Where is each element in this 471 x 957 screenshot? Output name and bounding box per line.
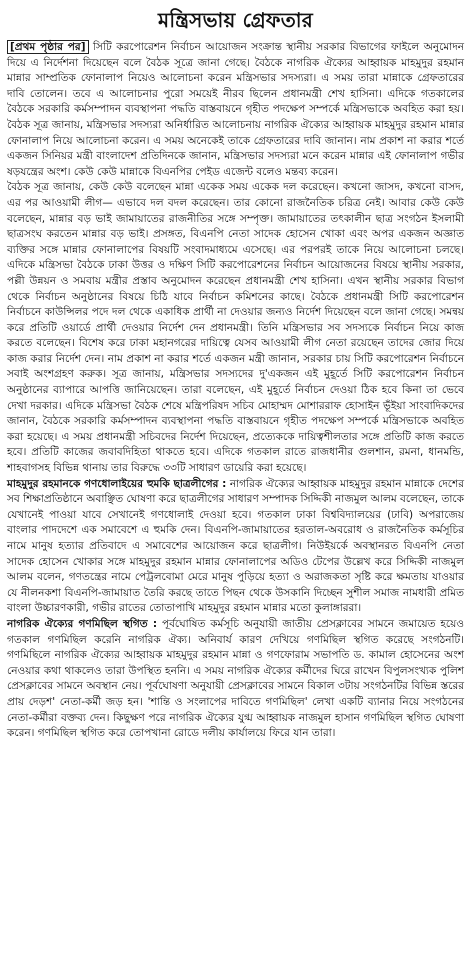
article-headline: মন্ত্রিসভায় গ্রেফতার — [158, 8, 313, 32]
paragraph-2-text: বৈঠক সূত্র জানায়, কেউ কেউ বলেছেন মান্না একেক সময় একেক দল করেছেন। কখনো জাসদ, কখনো বাসদ, এর পর আওয়ামী লীগ— এভাবে দল বদল করেছেন। তার কোনো রাজনৈতিক চরিত্র নেই। আবার কেউ কেউ বলেছেন, মান্নার বড় ভাই জামায়াতের রাজনীতির সঙ্গে সম্পৃক্ত। জামায়াতের তৎকালীন ছাত্র সংগঠন ইসলামী ছাত্রসংঘ করতেন মান্নার বড় ভাই। প্রসঙ্গত, বিএনপি নেতা সাদেক হোসেন খোকা এবং অপর একজন অজ্ঞাত ব্যক্তির সঙ্গে মান্নার ফোনালাপের বিষয়টি সংবাদমাধ্যমে এসেছে। এর পরপরই তাকে নিয়ে আলোচনা চলছে। এদিকে মন্ত্রিসভা বৈঠকে ঢাকা উত্তর ও দক্ষিণ সিটি করপোরেশনের নির্বাচন আয়োজনের বিষয়ে স্থানীয় সরকার, পল্লী উন্নয়ন ও সমবায় মন্ত্রীর প্রস্তাব অনুমোদন করেছেন প্রধানমন্ত্রী শেখ হাসিনা। এখন স্থানীয় সরকার বিভাগ থেকে নির্বাচন অনুষ্ঠানের বিষয়ে চিঠি যাবে নির্বাচন কমিশনের কাছে। বৈঠকে প্রধানমন্ত্রী সিটি করপোরেশন নির্বাচনে কাউন্সিলর পদে দল থেকে একাধিক প্রার্থী না দেওয়ার জন্যও নির্দেশ দিয়েছেন বলে জানা গেছে। সমন্বয় করে প্রতিটি ওয়ার্ডে প্রার্থী দেওয়ার নির্দেশ দেন প্রধানমন্ত্রী। তিনি মন্ত্রিসভার সব সদস্যকে নির্বাচন নিয়ে কাজ করতে বলেছেন। বিশেষ করে ঢাকা মহানগরের দায়িত্বে যেসব আওয়ামী লীগ নেতা রয়েছেন তাদের জোর দিয়ে কাজ করার নির্দেশ দেন। নাম প্রকাশ না করার শর্তে একজন মন্ত্রী জানান, সরকার চায় সিটি করপোরেশন নির্বাচনে সবাই অংশগ্রহণ করুক। সূত্র জানায়, মন্ত্রিসভার সদস্যদের দু'একজন এই মুহূর্তে সিটি করপোরেশন নির্বাচন অনুষ্ঠানের ব্যাপারে আপত্তি জানিয়েছেন। তারা বলেছেন, এই মুহূর্তে নির্বাচন দেওয়া ঠিক হবে কিনা তা ভেবে দেখা দরকার। এদিকে মন্ত্রিসভা বৈঠক শেষে মন্ত্রিপরিষদ সচিব মোহাম্মদ মোশাররাফ হোসাইন ভূঁইয়া সাংবাদিকদের জানান, বৈঠকে সরকারি কর্মসম্পাদন ব্যবস্থাপনা পদ্ধতি বাস্তবায়নে গৃহীত পদক্ষেপ সম্পর্কে মন্ত্রিসভাকে অবহিত করা হয়েছে। এ সময় প্রধানমন্ত্রী সচিবদের নির্দেশ দিয়েছেন, প্রত্যেককে দায়িত্বশীলতার সঙ্গে প্রতিটি কাজ করতে হবে। প্রতিটি কাজের জবাবদিহিতা থাকতে হবে। এদিকে গতকাল রাতে রাজধানীর গুলশান, রমনা, ধানমন্ডি, শাহবাগসহ বিভিন্ন থানায় তার বিরুদ্ধে ৩৩টি সাধারণ ডায়েরি করা হয়েছে। — [7, 181, 464, 475]
paragraph-2 — [7, 180, 464, 476]
subhead-chhatra-league-threat: মাহমুদুর রহমানকে গণধোলাইয়ের হুমকি ছাত্রলীগের : — [7, 477, 227, 490]
subhead-procession-suspended: নাগরিক ঐক্যের গণমিছিল স্থগিত : — [7, 617, 158, 630]
continued-from-front-page-label: [প্রথম পৃষ্ঠার পর] — [7, 40, 89, 54]
paragraph-4 — [7, 617, 464, 742]
paragraph-1 — [7, 40, 464, 180]
paragraph-3 — [7, 477, 464, 617]
paragraph-3-text: নাগরিক ঐক্যের আহ্বায়ক মাহমুদুর রহমান মান্নাকে দেশের সব শিক্ষাপ্রতিষ্ঠানে অবাঞ্ছিত ঘোষণা করে ছাত্রলীগের সাধারণ সম্পাদক সিদ্দিকী নাজমুল আলম বলেছেন, তাকে যেখানেই পাওয়া যাবে সেখানেই গণধোলাই দেওয়া হবে। গতকাল ঢাকা বিশ্ববিদ্যালয়ের (ঢাবি) অপরাজেয় বাংলার পাদদেশে এক সমাবেশে এ হুমকি দেন। বিএনপি-জামায়াতের হরতাল-অবরোধ ও রাজনৈতিক কর্মসূচির নামে মানুষ হত্যার প্রতিবাদে এ সমাবেশের আয়োজন করে ছাত্রলীগ। নিউইয়র্কে অবস্থানরত বিএনপি নেতা সাদেক হোসেন খোকার সঙ্গে মাহমুদুর রহমান মান্নার ফোনালাপের অডিও টেপের উল্লেখ করে সিদ্দিকী নাজমুল আলম বলেন, গণতন্ত্রের নামে পেট্রলবোমা মেরে মানুষ পুড়িয়ে হত্যা ও অরাজকতা সৃষ্টি করে ক্ষমতায় যাওয়ার যে নীলনকশা বিএনপি-জামায়াত তৈরি করছে তাতে পিছন থেকে উসকানি দিচ্ছেন সুশীল সমাজ নামধারী প্রমিত বাংলা উচ্চারণকারী, গভীর রাতের তোতাপাখি মাহমুদুর রহমান মান্নার মতো কুলাঙ্গাররা। — [7, 477, 465, 615]
paragraph-4-text: পূর্বঘোষিত কর্মসূচি অনুযায়ী জাতীয় প্রেসক্লাবের সামনে জমায়েত হয়েও গতকাল গণমিছিল করেনি নাগরিক ঐক্য। অনিবার্য কারণ দেখিয়ে গণমিছিল স্থগিত করেছে সংগঠনটি। গণমিছিলে নাগরিক ঐক্যের আহ্বায়ক মাহমুদুর রহমান মান্না ও গণফোরাম সভাপতি ড. কামাল হোসেনের অংশ নেওয়ার কথা থাকলেও তারা উপস্থিত হননি। এ সময় নাগরিক ঐক্যের কর্মীদের ঘিরে রাখেন বিপুলসংখ্যক পুলিশ প্রেসক্লাবের সামনে অবস্থান নেয়। পূর্বঘোষণা অনুযায়ী প্রেসক্লাবের সামনে বিকাল ৩টায় সংগঠনটির বিভিন্ন স্তরের প্রায় দেড়শ' নেতা-কর্মী জড় হন। 'শান্তি ও সংলাপের দাবিতে গণমিছিল' লেখা একটি ব্যানার নিয়ে সংগঠনের নেতা-কর্মীরা বক্তব্য দেন। কিছুক্ষণ পরে নাগরিক ঐক্যের যুগ্ম আহ্বায়ক নাজমুল হাসান গণমিছিল স্থগিত ঘোষণা করেন। গণমিছিল স্থগিত করে তোপখানা রোডে দলীয় কার্যালয়ে ফিরে যান তারা। — [7, 617, 464, 740]
paragraph-1-text: সিটি করপোরেশন নির্বাচন আয়োজন সংক্রান্ত স্থানীয় সরকার বিভাগের ফাইলে অনুমোদন দিয়ে এ নির্দেশনা দিয়েছেন বলে বৈঠক সূত্রে জানা গেছে। বৈঠকে নাগরিক ঐক্যের আহ্বায়ক মাহমুদুর রহমান মান্নার সাম্প্রতিক ফোনালাপ নিয়েও আলোচনা করেন মন্ত্রিসভার সদস্যরা। এ সময় তারা মান্নাকে গ্রেফতারের দাবি তোলেন। তবে এ আলোচনার পুরো সময়েই নীরব ছিলেন প্রধানমন্ত্রী শেখ হাসিনা। এদিকে গতকালের বৈঠকে সরকারি কর্মসম্পাদন ব্যবস্থাপনা পদ্ধতি বাস্তবায়নে গৃহীত পদক্ষেপ সম্পর্কে মন্ত্রিসভাকে অবহিত করা হয়। বৈঠক সূত্র জানায়, মন্ত্রিসভার সদস্যরা অনির্ধারিত আলোচনায় নাগরিক ঐক্যের আহ্বায়ক মাহমুদুর রহমান মান্নার ফোনালাপ নিয়ে আলোচনা করেন। এ সময় অনেকেই তাকে গ্রেফতারের দাবি জানান। নাম প্রকাশ না করার শর্তে একজন সিনিয়র মন্ত্রী বাংলাদেশ প্রতিদিনকে জানান, মন্ত্রিসভার সদস্যরা মনে করেন মান্নার এই ফোনালাপ গভীর ষড়যন্ত্রের অংশ। কেউ কেউ মান্নাকে বিএনপির পেইড এজেন্ট বলেও মন্তব্য করেন। — [7, 41, 464, 178]
